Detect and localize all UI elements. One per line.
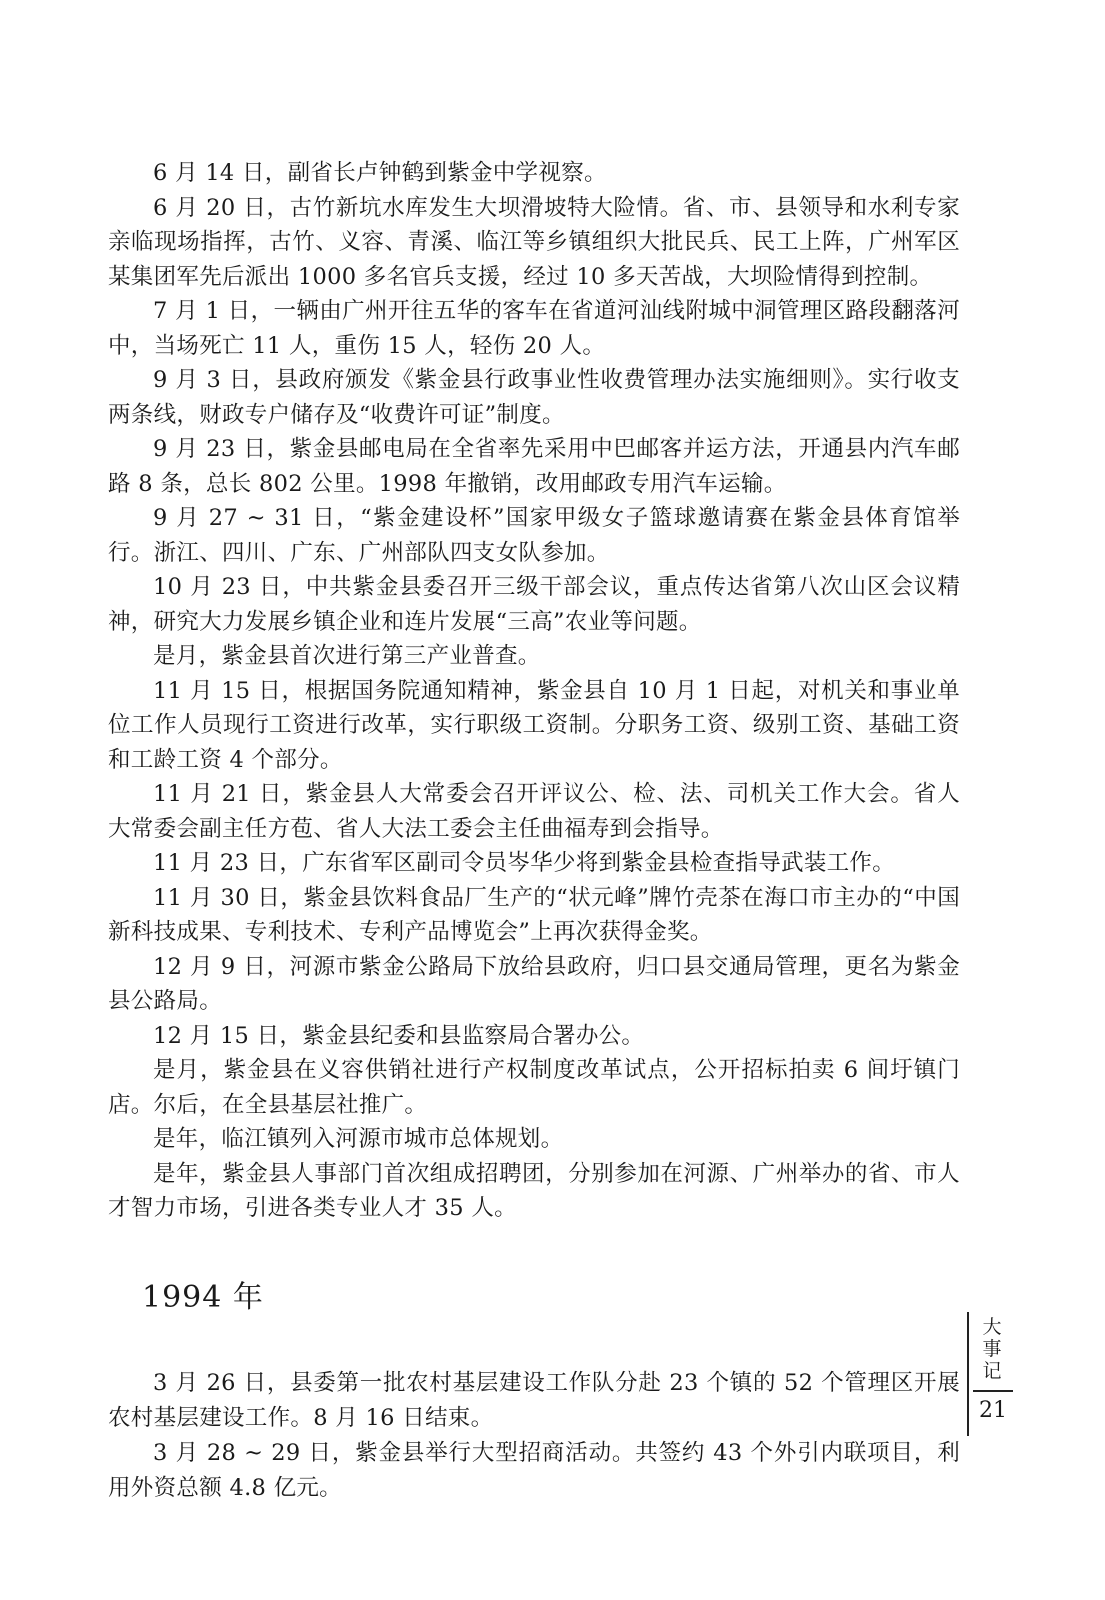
page-body xyxy=(108,156,960,1506)
event-paragraph: 6 月 20 日，古竹新坑水库发生大坝滑坡特大险情。省、市、县领导和水利专家亲临现场指挥，古竹、义容、青溪、临江等乡镇组织大批民兵、民工上阵，广州军区某集团军先后派出 1000 多名官兵支援，经过 10 多天苦战，大坝险情得到控制。 xyxy=(108,194,960,290)
event-paragraph: 7 月 1 日，一辆由广州开往五华的客车在省道河汕线附城中洞管理区路段翻落河中，当场死亡 11 人，重伤 15 人，轻伤 20 人。 xyxy=(108,298,960,359)
year-heading: 1994 年 xyxy=(142,1279,264,1315)
event-paragraph: 11 月 21 日，紫金县人大常委会召开评议公、检、法、司机关工作大会。省人大常委会副主任方苞、省人大法工委会主任曲福寿到会指导。 xyxy=(108,781,960,842)
event-paragraph: 11 月 15 日，根据国务院通知精神，紫金县自 10 月 1 日起，对机关和事业单位工作人员现行工资进行改革，实行职级工资制。分职务工资、级别工资、基础工资和工龄工资 4 个部分。 xyxy=(108,677,960,773)
event-paragraph: 是月，紫金县首次进行第三产业普查。 xyxy=(153,643,541,669)
event-paragraph: 12 月 9 日，河源市紫金公路局下放给县政府，归口县交通局管理，更名为紫金县公路局。 xyxy=(108,953,960,1014)
chapter-side-tab xyxy=(967,1312,1027,1438)
side-tab-divider xyxy=(973,1390,1013,1392)
event-paragraph: 12 月 15 日，紫金县纪委和县监察局合署办公。 xyxy=(153,1022,645,1049)
side-tab-rule xyxy=(967,1312,969,1436)
chapter-label: 大事记 xyxy=(982,1316,1002,1382)
page-number: 21 xyxy=(979,1398,1007,1423)
events-1994 xyxy=(108,1366,960,1506)
event-paragraph: 是月，紫金县在义容供销社进行产权制度改革试点，公开招标拍卖 6 间圩镇门店。尔后，在全县基层社推广。 xyxy=(108,1057,960,1118)
event-paragraph: 3 月 26 日，县委第一批农村基层建设工作队分赴 23 个镇的 52 个管理区开展农村基层建设工作。8 月 16 日结束。 xyxy=(108,1369,960,1431)
event-paragraph: 是年，临江镇列入河源市城市总体规划。 xyxy=(153,1126,564,1152)
event-paragraph: 9 月 3 日，县政府颁发《紫金县行政事业性收费管理办法实施细则》。实行收支两条线，财政专户储存及“收费许可证”制度。 xyxy=(108,367,960,428)
event-paragraph: 是年，紫金县人事部门首次组成招聘团，分别参加在河源、广州举办的省、市人才智力市场，引进各类专业人才 35 人。 xyxy=(108,1160,960,1221)
event-paragraph: 9 月 27 ~ 31 日，“紫金建设杯”国家甲级女子篮球邀请赛在紫金县体育馆举行。浙江、四川、广东、广州部队四支女队参加。 xyxy=(108,505,960,566)
event-paragraph: 10 月 23 日，中共紫金县委召开三级干部会议，重点传达省第八次山区会议精神，研究大力发展乡镇企业和连片发展“三高”农业等问题。 xyxy=(108,574,960,635)
event-paragraph: 6 月 14 日，副省长卢钟鹤到紫金中学视察。 xyxy=(153,160,607,186)
event-paragraph: 9 月 23 日，紫金县邮电局在全省率先采用中巴邮客并运方法，开通县内汽车邮路 8 条，总长 802 公里。1998 年撤销，改用邮政专用汽车运输。 xyxy=(108,436,960,497)
event-paragraph: 3 月 28 ~ 29 日，紫金县举行大型招商活动。共签约 43 个外引内联项目，利用外资总额 4.8 亿元。 xyxy=(108,1439,960,1501)
event-paragraph: 11 月 30 日，紫金县饮料食品厂生产的“状元峰”牌竹壳茶在海口市主办的“中国新科技成果、专利技术、专利产品博览会”上再次获得金奖。 xyxy=(108,884,960,945)
event-paragraph: 11 月 23 日，广东省军区副司令员岑华少将到紫金县检查指导武装工作。 xyxy=(153,850,896,876)
events-1993 xyxy=(108,156,960,1226)
